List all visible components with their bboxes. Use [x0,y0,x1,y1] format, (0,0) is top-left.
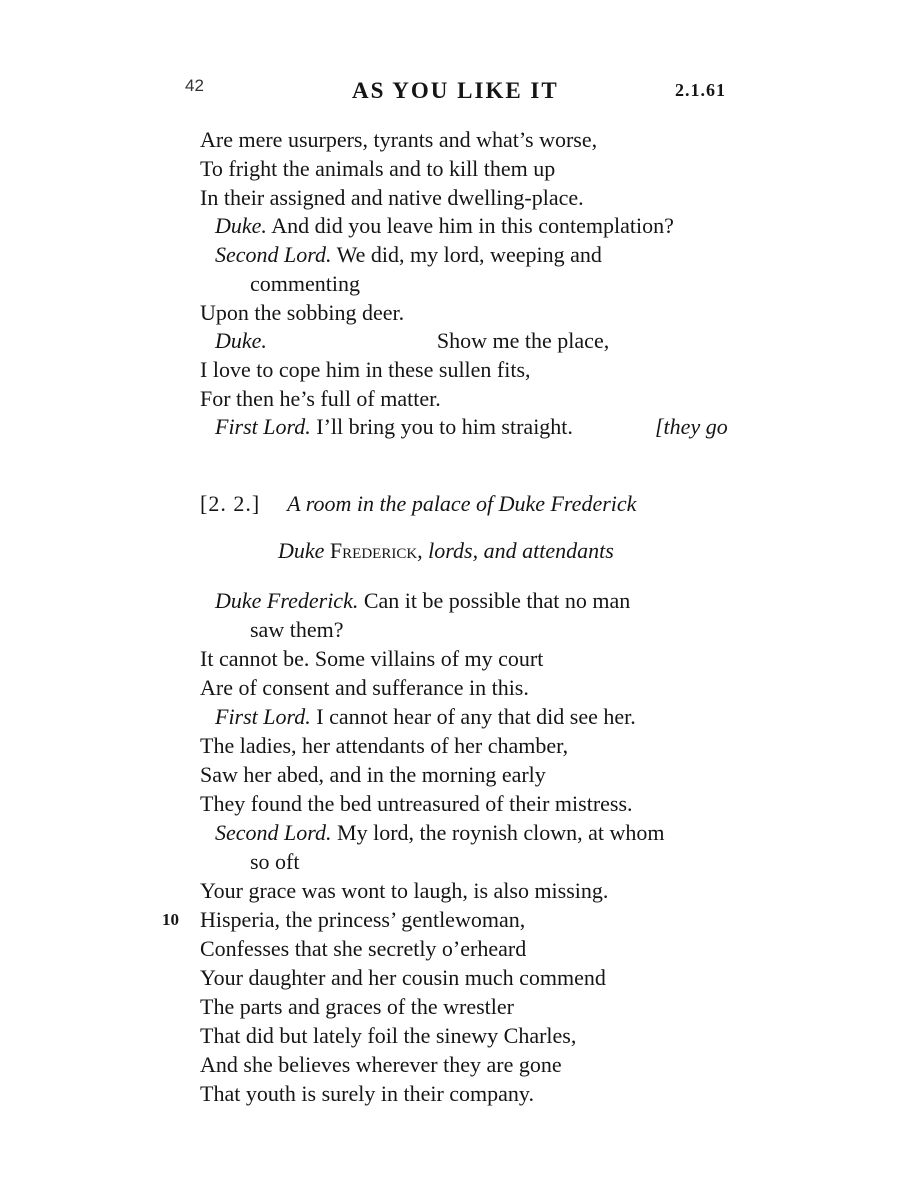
verse-line: They found the bed untreasured of their mistress. [200,791,633,816]
speaker-name: First Lord. [215,704,311,729]
verse-line: To fright the animals and to kill them up [200,156,556,181]
running-title: AS YOU LIKE IT [352,78,559,103]
speech-line: First Lord. I’ll bring you to him straight. [215,414,573,439]
speaker-name: Duke. [215,213,267,238]
verse-continuation: so oft [250,849,300,874]
line-number-marker: 10 [162,910,179,929]
speaker-name: Second Lord. [215,820,332,845]
entrance-direction: Duke Frederick, lords, and attendants [278,538,614,563]
verse-line: The parts and graces of the wrestler [200,994,514,1019]
speech-line: Second Lord. We did, my lord, weeping and [215,242,602,267]
verse-line: For then he’s full of matter. [200,386,441,411]
verse-line: And she believes wherever they are gone [200,1052,562,1077]
speaker-name: Second Lord. [215,242,332,267]
verse-line: Upon the sobbing deer. [200,300,405,325]
verse-line: That youth is surely in their company. [200,1081,535,1106]
scene-heading [200,490,636,518]
speaker-name: Duke. [215,328,267,353]
verse-line: Are of consent and sufferance in this. [200,675,529,700]
verse-line: That did but lately foil the sinewy Charles, [200,1023,577,1048]
speech-line: Duke Frederick. Can it be possible that no man [215,588,631,613]
speaker-name: First Lord. [215,414,311,439]
verse-continuation: commenting [250,271,360,296]
verse-line: Your daughter and her cousin much commend [200,965,606,990]
verse-line: Are mere usurpers, tyrants and what’s worse, [200,127,598,152]
verse-line: Your grace was wont to laugh, is also missing. [200,878,609,903]
verse-line: Hisperia, the princess’ gentlewoman, [200,907,526,932]
verse-line: Confesses that she secretly o’erheard [200,936,527,961]
verse-line: I love to cope him in these sullen fits, [200,357,531,382]
verse-line: Saw her abed, and in the morning early [200,762,546,787]
verse-line: The ladies, her attendants of her chamber, [200,733,569,758]
verse-line: In their assigned and native dwelling-place. [200,185,584,210]
verse-continuation: saw them? [250,617,344,642]
act-scene-line-ref: 2.1.61 [675,80,726,100]
scene-number: [2. 2.] [200,491,261,516]
scene-setting: A room in the palace of Duke Frederick [287,491,637,516]
stage-direction: [they go [655,414,728,439]
page-number: 42 [185,76,204,95]
speech-line: First Lord. I cannot hear of any that did see her. [215,704,636,729]
speech-line: Duke. And did you leave him in this contemplation? [215,213,674,238]
speaker-name: Duke Frederick. [215,588,359,613]
speech-line: Second Lord. My lord, the roynish clown, at whom [215,820,665,845]
speech-line: Duke. Show me the place, [215,328,610,353]
verse-line: It cannot be. Some villains of my court [200,646,544,671]
